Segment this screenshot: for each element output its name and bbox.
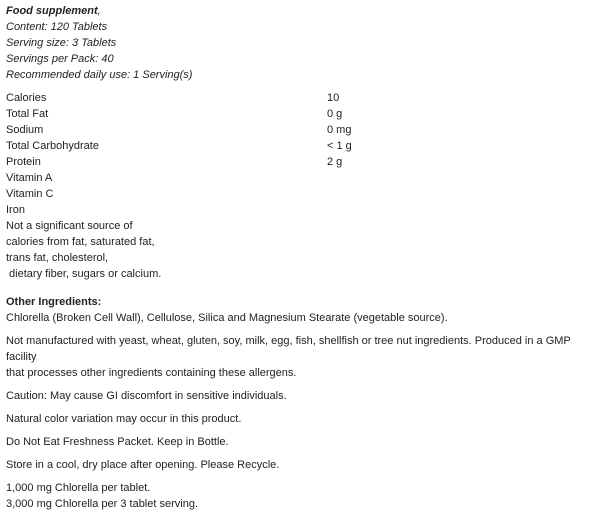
facts-row-sodium: [6, 122, 594, 138]
serving-size-line: Serving size: 3 Tablets: [6, 37, 117, 49]
fact-value: 0 g: [327, 108, 343, 120]
note-line: trans fat, cholesterol,: [6, 252, 109, 264]
content-line: Content: 120 Tablets: [6, 21, 108, 33]
facts-row-vitamin-a: [6, 170, 594, 186]
facts-row-vitamin-c: [6, 186, 594, 202]
facts-row-total-carbohydrate: [6, 138, 594, 154]
note-line: Not a significant source of: [6, 220, 133, 232]
other-ingredients-section: [6, 294, 594, 326]
fact-label: Vitamin C: [6, 188, 54, 200]
fact-label: Iron: [6, 204, 25, 216]
chlorella-amounts: [6, 480, 594, 512]
freshness-packet-note: Do Not Eat Freshness Packet. Keep in Bottle.: [6, 436, 229, 448]
fact-value: 2 g: [327, 156, 343, 168]
fact-label: Protein: [6, 156, 41, 168]
caution-statement: Caution: May cause GI discomfort in sensitive individuals.: [6, 390, 287, 402]
nutrition-facts: [6, 90, 594, 218]
fact-label: Sodium: [6, 124, 44, 136]
note-line: dietary fiber, sugars or calcium.: [6, 268, 162, 280]
fact-value: 10: [327, 92, 340, 104]
product-type-title: Food supplement: [6, 5, 98, 17]
facts-row-calories: [6, 90, 594, 106]
other-ingredients-title: Other Ingredients:: [6, 296, 102, 308]
servings-per-pack-line: Servings per Pack: 40: [6, 53, 114, 65]
fact-value: < 1 g: [327, 140, 352, 152]
amount-line: 3,000 mg Chlorella per 3 tablet serving.: [6, 498, 198, 510]
not-significant-source-note: [6, 218, 594, 282]
fact-label: Total Carbohydrate: [6, 140, 99, 152]
fact-label: Vitamin A: [6, 172, 53, 184]
facts-row-total-fat: [6, 106, 594, 122]
color-variation-note: Natural color variation may occur in this product.: [6, 413, 242, 425]
product-header: [6, 3, 594, 83]
allergen-line: that processes other ingredients containing these allergens.: [6, 367, 297, 379]
allergen-line: Not manufactured with yeast, wheat, gluten, soy, milk, egg, fish, shellfish or tree nut ingredients. Produced in a GMP facility: [6, 335, 571, 363]
fact-value: 0 mg: [327, 124, 352, 136]
facts-row-iron: [6, 202, 594, 218]
amount-line: 1,000 mg Chlorella per tablet.: [6, 482, 151, 494]
other-ingredients-text: Chlorella (Broken Cell Wall), Cellulose, Silica and Magnesium Stearate (vegetable source).: [6, 312, 448, 324]
facts-row-protein: [6, 154, 594, 170]
note-line: calories from fat, saturated fat,: [6, 236, 155, 248]
recommended-use-line: Recommended daily use: 1 Serving(s): [6, 69, 193, 81]
fact-label: Calories: [6, 92, 47, 104]
title-suffix: ,: [97, 5, 101, 17]
fact-label: Total Fat: [6, 108, 49, 120]
allergen-statement: [6, 333, 594, 381]
storage-note: Store in a cool, dry place after opening. Please Recycle.: [6, 459, 280, 471]
